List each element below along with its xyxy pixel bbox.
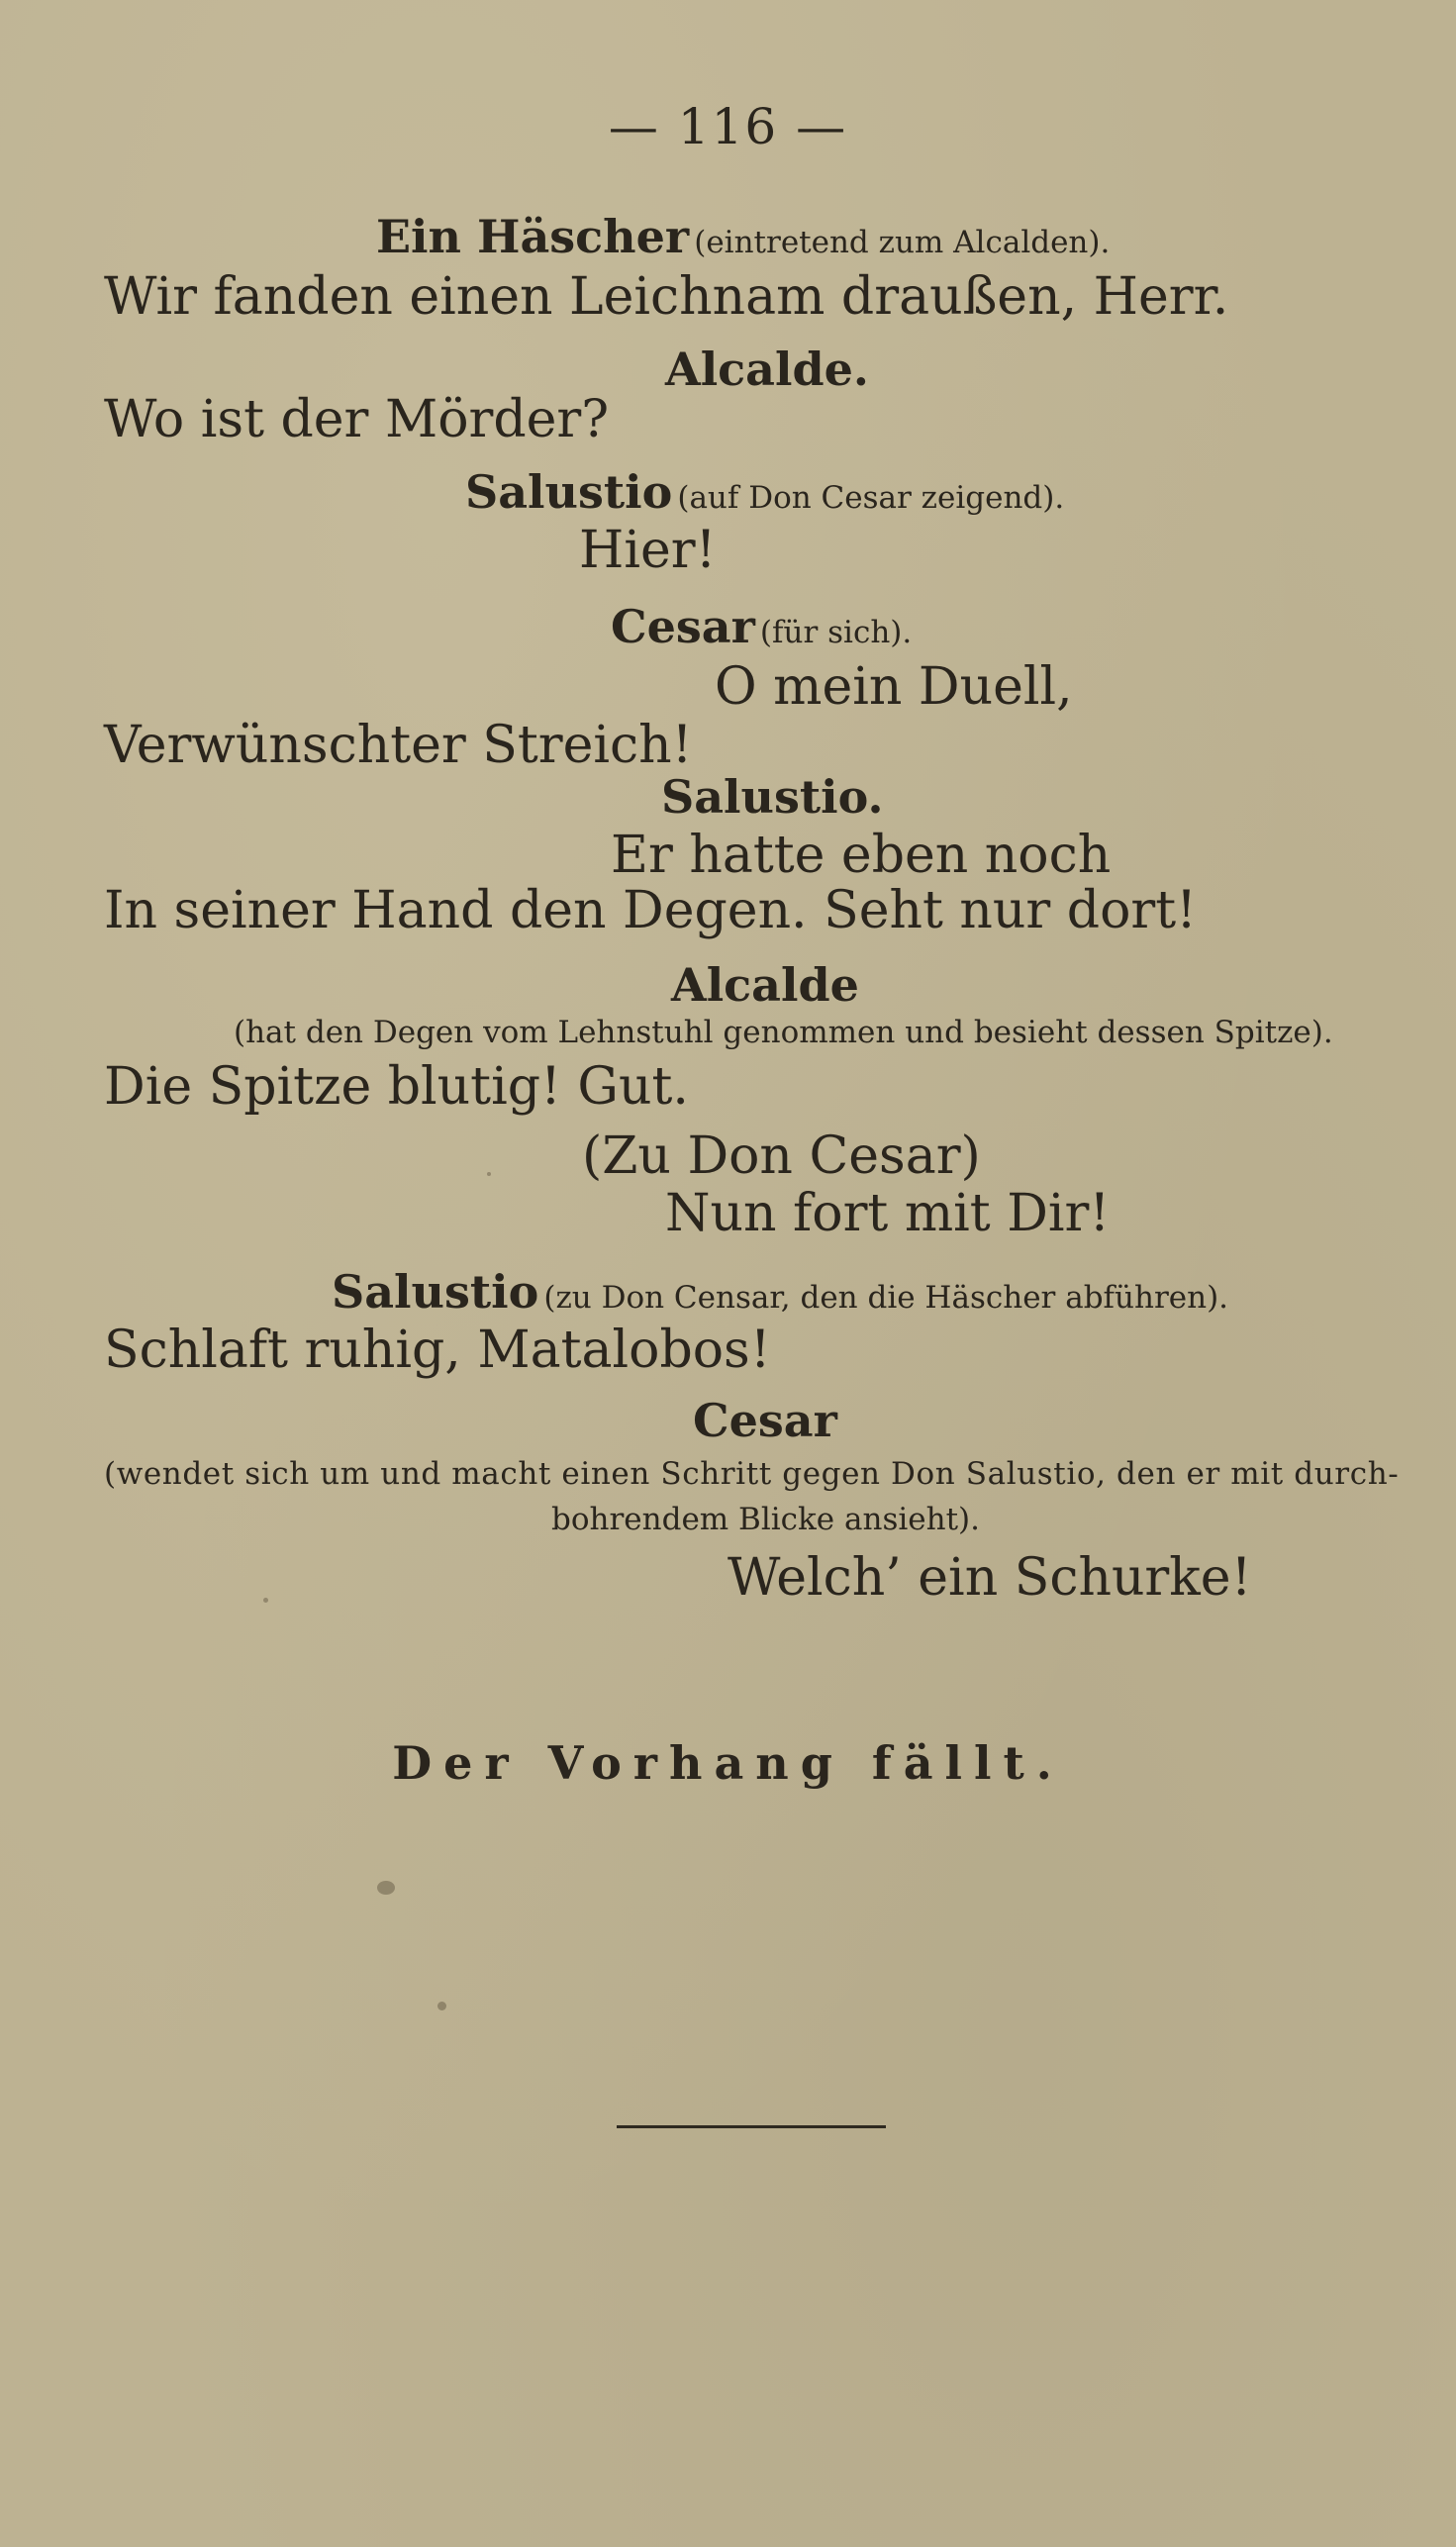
- speaker-line: [611, 600, 913, 653]
- paper-speck: [377, 1881, 395, 1895]
- stage-direction: (für sich).: [759, 615, 913, 650]
- verse-line: Schlaft ruhig, Matalobos!: [104, 1321, 771, 1380]
- page-number: — 116 —: [608, 98, 848, 155]
- verse-line: Wo ist der Mörder?: [104, 390, 610, 449]
- verse-line: Er hatte eben noch: [611, 826, 1112, 885]
- speaker-name: Salustio: [332, 1265, 539, 1319]
- speaker-name: Ein Häscher: [376, 210, 690, 263]
- paper-speck: [437, 2002, 446, 2010]
- stage-direction: (eintretend zum Alcalden).: [694, 225, 1111, 260]
- stage-direction: (wendet sich um und macht einen Schritt gegen Don Salustio, den er mit durch-: [104, 1456, 1400, 1492]
- verse-line: In seiner Hand den Degen. Seht nur dort!: [104, 881, 1198, 940]
- verse-line: Hier!: [579, 521, 717, 580]
- speaker-name: Salustio: [465, 465, 673, 519]
- speaker-name: Salustio.: [661, 770, 884, 824]
- stage-direction: (hat den Degen vom Lehnstuhl genommen und besieht dessen Spitze).: [234, 1015, 1333, 1050]
- speaker-name: Alcalde: [671, 958, 859, 1012]
- end-rule: [617, 2125, 886, 2128]
- speaker-name: Alcalde.: [665, 343, 869, 396]
- verse-line: (Zu Don Cesar): [582, 1127, 981, 1186]
- speaker-name: Cesar: [693, 1394, 837, 1447]
- stage-direction: (auf Don Cesar zeigend).: [677, 480, 1065, 516]
- speaker-line: [332, 1265, 1229, 1319]
- stage-direction: (zu Don Censar, den die Häscher abführen).: [543, 1280, 1229, 1316]
- speaker-line: [376, 210, 1111, 263]
- paper-speck: [487, 1172, 491, 1176]
- curtain-line: Der Vorhang fällt.: [392, 1736, 1064, 1790]
- verse-line: Die Spitze blutig! Gut.: [104, 1057, 689, 1117]
- verse-line: Nun fort mit Dir!: [665, 1184, 1111, 1243]
- verse-line: Verwünschter Streich!: [104, 716, 693, 775]
- verse-line: O mein Duell,: [715, 657, 1073, 717]
- verse-line: Wir fanden einen Leichnam draußen, Herr.: [104, 267, 1229, 327]
- speaker-line: [465, 465, 1065, 519]
- paper-speck: [263, 1598, 268, 1603]
- verse-line: Welch’ ein Schurke!: [728, 1548, 1252, 1608]
- stage-direction: bohrendem Blicke ansieht).: [551, 1502, 980, 1537]
- speaker-name: Cesar: [611, 600, 755, 653]
